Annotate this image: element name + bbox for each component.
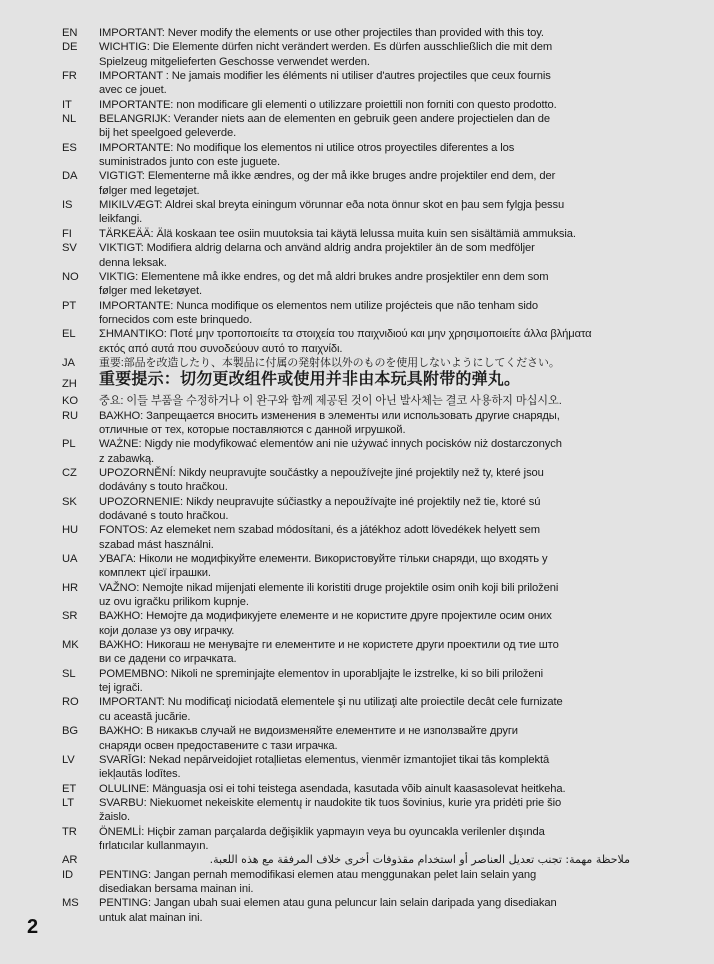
warning-text: VIKTIG: Elementene må ikke endres, og det må aldri brukes andre prosjektiler enn dem som følger med leketøyet.	[99, 270, 549, 298]
warning-text: ملاحظة مهمة: تجنب تعديل العناصر أو استخدام مقذوفات أخرى خلاف المرفقة مع هذه اللعبة.	[209, 853, 630, 867]
language-code: JA	[62, 356, 75, 369]
warning-text: WAŻNE: Nigdy nie modyfikować elementów ani nie używać innych pocisków niż dostarczonych z zabawką.	[99, 438, 562, 465]
warning-text: MIKILVÆGT: Aldrei skal breyta einingum vörunnar eða nota önnur skot en þau sem fylgja þessu leikfangi.	[99, 199, 565, 226]
warning-text: PENTING: Jangan ubah suai elemen atau guna peluncur lain selain daripada yang disediakan untuk alat mainan ini.	[99, 897, 557, 924]
warning-entry-ua	[62, 552, 642, 581]
language-code: NL	[62, 113, 77, 126]
warning-entry-ja	[62, 356, 642, 370]
warning-text: SVARĪGI: Nekad nepārveidojiet rotaļlietas elementus, vienmēr izmantojiet tikai tās komplektā iekļautās lodītes.	[99, 753, 550, 781]
warning-entry-lv	[62, 753, 642, 782]
warning-entry-en	[62, 26, 642, 40]
language-code: DA	[62, 170, 78, 183]
warning-entry-fr	[62, 69, 642, 98]
warning-text: IMPORTANT : Ne jamais modifier les éléments ni utiliser d'autres projectiles que ceux fournis avec ce jouet.	[99, 70, 551, 97]
warning-text: SVARBU: Niekuomet nekeiskite elementų ir naudokite tik tuos šovinius, kurie yra pridėti prie šio žaislo.	[99, 796, 562, 824]
language-code: MK	[62, 639, 79, 652]
language-code: PT	[62, 299, 77, 312]
warning-entry-sr	[62, 609, 642, 638]
language-code: HR	[62, 581, 78, 594]
warning-entry-is	[62, 198, 642, 227]
warning-text: ВАЖНО: Никогаш не менувајте ги елементите и не користете други проектили од тие што ви се дадени со играчката.	[99, 639, 559, 666]
warning-text: IMPORTANTE: No modifique los elementos ni utilice otros proyectiles diferentes a los suministrados junto con este juguete.	[99, 141, 515, 169]
warning-text: UPOZORNENIE: Nikdy neupravujte súčiastky a nepoužívajte iné projektily než tie, ktoré sú dodávané s touto hračkou.	[99, 495, 541, 522]
warning-text: IMPORTANT: Nu modificaţi niciodată elementele şi nu utilizaţi alte proiectile decât cele furnizate cu această jucărie.	[99, 696, 563, 723]
warning-entry-mk	[62, 638, 642, 667]
language-code: MS	[62, 897, 79, 910]
language-code: EN	[62, 27, 78, 39]
warning-text: UPOZORNĚNÍ: Nikdy neupravujte součástky a nepoužívejte jiné projektily než ty, které jsou dodávány s touto hračkou.	[99, 466, 544, 494]
warning-entry-tr	[62, 825, 642, 854]
language-code: ES	[62, 141, 77, 154]
warning-entry-de	[62, 40, 642, 69]
warning-text: 중요: 이들 부품을 수정하거나 이 완구와 함께 제공된 것이 아닌 발사체는 결코 사용하지 마십시오.	[99, 395, 562, 408]
warning-text: TÄRKEÄÄ: Älä koskaan tee osiin muutoksia tai käytä lelussa muita kuin sen sisältämiä ammuksia.	[99, 227, 576, 240]
warning-text: VIGTIGT: Elementerne må ikke ændres, og der må ikke bruges andre projektiler end dem, der følger med legetøjet.	[99, 170, 556, 197]
language-code: SK	[62, 495, 77, 508]
warning-text: PENTING: Jangan pernah memodifikasi elemen atau menggunakan pelet lain selain yang disediakan bersama mainan ini.	[99, 868, 537, 895]
language-code: LT	[62, 796, 75, 809]
language-code: RO	[62, 696, 79, 709]
warning-text: POMEMBNO: Nikoli ne spreminjajte elementov in uporabljajte le izstrelke, ki so bili priloženi tej igrači.	[99, 667, 543, 695]
warning-entry-sv	[62, 241, 642, 270]
language-code: AR	[62, 854, 78, 867]
warning-entry-da	[62, 169, 642, 198]
warning-text: 重要:部品を改造したり、本製品に付属の発射体以外のものを使用しないようにしてください。	[99, 356, 560, 369]
language-code: FR	[62, 70, 77, 83]
language-code: BG	[62, 725, 78, 738]
language-code: HU	[62, 524, 78, 537]
warning-text: BELANGRIJK: Verander niets aan de elementen en gebruik geen andere projectielen dan de bij het speelgoed geleverde.	[99, 113, 551, 140]
language-code: FI	[62, 227, 72, 240]
language-code: LV	[62, 753, 75, 766]
warning-text: WICHTIG: Die Elemente dürfen nicht verändert werden. Es dürfen ausschließlich die mit dem Spielzeug mitgelieferten Geschosse verwendet werden.	[99, 41, 553, 68]
warning-entry-et	[62, 782, 642, 796]
language-code: EL	[62, 328, 76, 341]
warning-text: OLULINE: Mänguasja osi ei tohi teistega asendada, kasutada võib ainult kaasasolevat heitkeha.	[99, 782, 566, 795]
warning-entry-sl	[62, 667, 642, 696]
language-code: SR	[62, 610, 78, 623]
warning-entry-ru	[62, 409, 642, 438]
warning-text: VIKTIGT: Modifiera aldrig delarna och använd aldrig andra projektiler än de som medföljer denna leksak.	[99, 242, 535, 269]
warning-entry-lt	[62, 796, 642, 825]
warning-entry-cz	[62, 466, 642, 495]
warning-entry-ms	[62, 896, 642, 925]
language-code: TR	[62, 825, 77, 838]
warning-text: ВАЖНО: Запрещается вносить изменения в элементы или использовать другие снаряды, отличные от тех, которые поставляются с данной игрушкой.	[99, 409, 560, 436]
language-code: DE	[62, 41, 78, 54]
warning-entry-sk	[62, 495, 642, 524]
language-code: SV	[62, 242, 77, 255]
language-code: IS	[62, 199, 73, 212]
warning-text: IMPORTANT: Never modify the elements or use other projectiles than provided with this toy.	[99, 27, 544, 39]
warning-text: ΣΗΜΑΝΤΙΚΟ: Ποτέ μην τροποποιείτε τα στοιχεία του παιχνιδιού και μην χρησιμοποιείτε άλλα βλήματα εκτός από αυτά που συνοδεύουν αυτό το παιχνίδι.	[99, 328, 592, 355]
language-code: ET	[62, 782, 77, 795]
language-code: UA	[62, 553, 78, 566]
warning-entry-it	[62, 98, 642, 112]
warning-entry-id	[62, 868, 642, 897]
language-code: KO	[62, 395, 78, 408]
warning-text: 重要提示：切勿更改组件或使用并非由本玩具附带的弹丸。	[99, 371, 521, 389]
warning-entry-zh	[62, 371, 642, 394]
warning-text: VAŽNO: Nemojte nikad mijenjati elemente ili koristiti druge projektile osim onih koji bili priloženi uz ovu igračku prilikom kupnje.	[99, 581, 559, 609]
warning-text: ВАЖНО: В никакъв случай не видоизменяйте елементите и не използвайте други снаряди освен предоставените с тази играчка.	[99, 725, 518, 752]
safety-warning-list	[62, 26, 642, 925]
warning-entry-el	[62, 327, 642, 356]
warning-entry-pl	[62, 437, 642, 466]
warning-text: FONTOS: Az elemeket nem szabad módosítani, és a játékhoz adott lövedékek helyett sem szabad mást használni.	[99, 524, 540, 551]
warning-entry-hu	[62, 523, 642, 552]
language-code: SL	[62, 667, 76, 680]
warning-entry-bg	[62, 724, 642, 753]
warning-text: IMPORTANTE: non modificare gli elementi o utilizzare proiettili non forniti con questo prodotto.	[99, 98, 557, 111]
page-number: 2	[27, 916, 39, 938]
language-code: NO	[62, 270, 79, 283]
warning-text: ВАЖНО: Немојте да модификујете елементе и не користите друге пројектиле осим оних који долазе уз ову играчку.	[99, 610, 552, 637]
warning-entry-pt	[62, 299, 642, 328]
language-code: ZH	[62, 378, 77, 391]
language-code: ID	[62, 868, 73, 881]
warning-entry-ar	[62, 853, 642, 867]
language-code: CZ	[62, 466, 77, 479]
warning-text: IMPORTANTE: Nunca modifique os elementos nem utilize projécteis que não tenham sido fornecidos com este brinquedo.	[99, 299, 539, 326]
warning-entry-no	[62, 270, 642, 299]
warning-entry-nl	[62, 112, 642, 141]
warning-entry-ro	[62, 695, 642, 724]
warning-text: УВАГА: Ніколи не модифікуйте елементи. Використовуйте тільки снаряди, що входять у комплект цієї іграшки.	[99, 553, 548, 580]
language-code: PL	[62, 438, 76, 451]
language-code: IT	[62, 98, 72, 111]
warning-entry-es	[62, 141, 642, 170]
warning-entry-ko	[62, 394, 642, 408]
language-code: RU	[62, 409, 78, 422]
warning-entry-fi	[62, 227, 642, 241]
warning-text: ÖNEMLİ: Hiçbir zaman parçalarda değişiklik yapmayın veya bu oyuncakla verilenler dışında fırlatıcılar kullanmayın.	[99, 825, 545, 852]
warning-entry-hr	[62, 581, 642, 610]
